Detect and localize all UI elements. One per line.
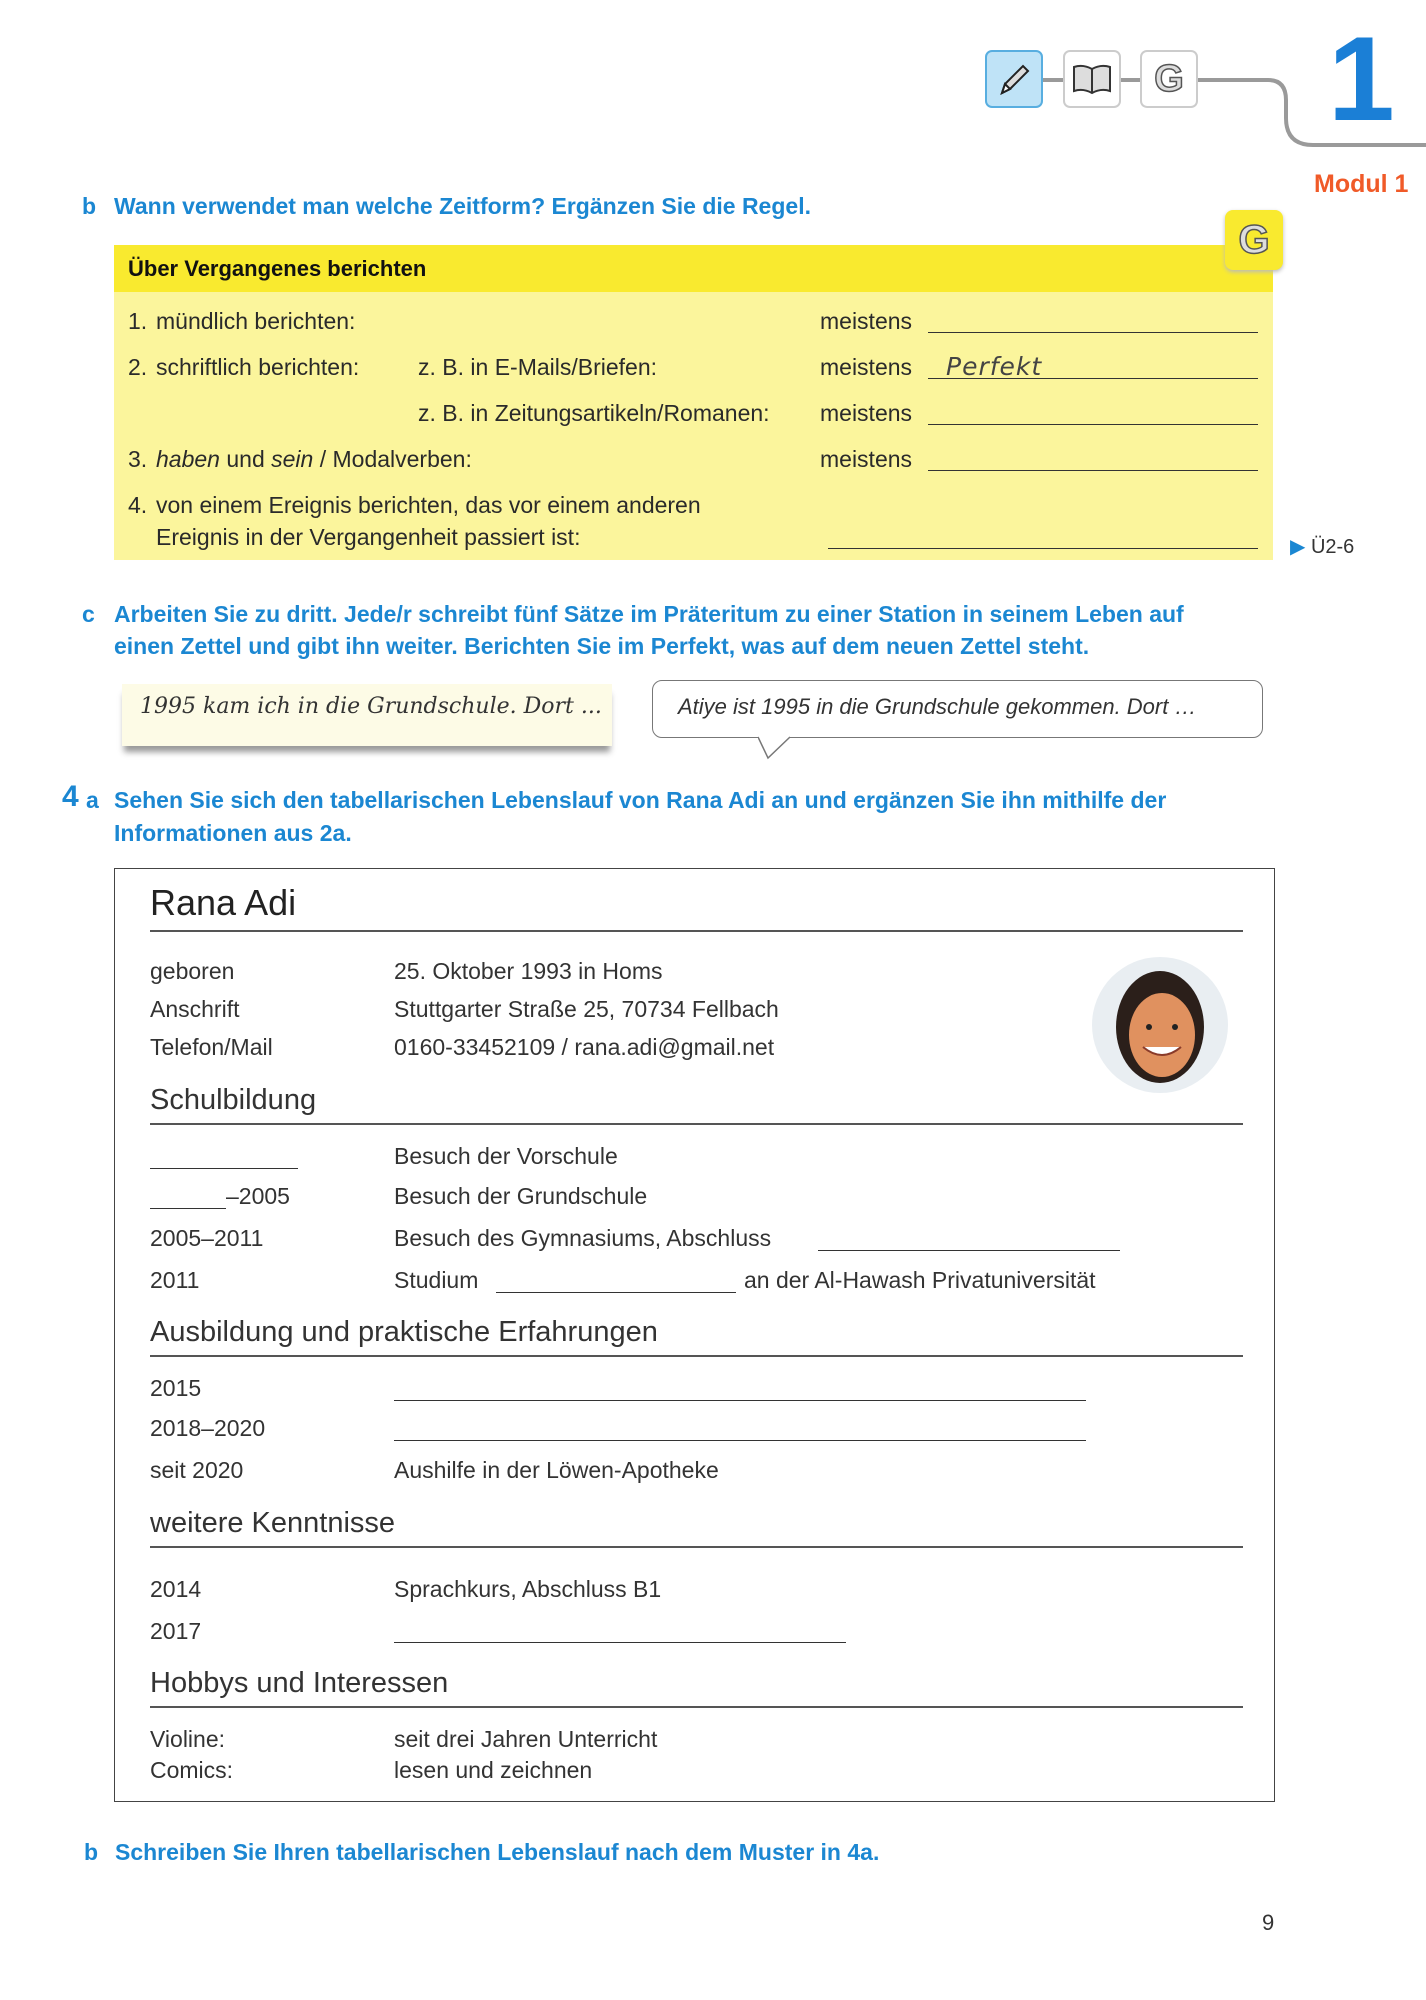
divider <box>150 1123 1243 1125</box>
rule-box-title: Über Vergangenes berichten <box>128 256 427 281</box>
italic-word: haben <box>156 446 220 472</box>
cv-label: 2015 <box>150 1375 202 1401</box>
cv-value: Sprachkurs, Abschluss B1 <box>394 1576 662 1602</box>
cv-value: 25. Oktober 1993 in Homs <box>394 958 663 984</box>
handwritten-answer: Perfekt <box>946 352 1043 381</box>
page-number: 9 <box>1262 1910 1275 1935</box>
text: und <box>219 446 272 472</box>
cv-label: 2005–2011 <box>150 1225 264 1251</box>
rule-prefix: meistens <box>820 400 913 426</box>
rule-number: 2. <box>128 354 148 380</box>
cv-value: lesen und zeichnen <box>394 1757 593 1783</box>
rule-prefix: meistens <box>820 308 913 334</box>
arrow-right-icon: ▶ <box>1290 536 1306 558</box>
divider <box>150 930 1243 932</box>
exercise-instruction: Informationen aus 2a. <box>114 820 352 846</box>
answer-blank[interactable] <box>928 470 1258 471</box>
grammar-g-icon: G <box>1140 50 1198 108</box>
rule-label: von einem Ereignis berichten, das vor einem anderen <box>156 492 701 518</box>
speech-bubble-tail <box>758 736 802 760</box>
rule-label <box>156 446 472 473</box>
cv-label: seit 2020 <box>150 1457 244 1483</box>
cv-label: –2005 <box>226 1183 290 1209</box>
workbook-reference[interactable] <box>1290 534 1354 559</box>
exercise-letter: c <box>82 601 95 627</box>
cv-label: 2014 <box>150 1576 202 1602</box>
rule-number: 4. <box>128 492 148 518</box>
section-title: Schulbildung <box>150 1084 317 1116</box>
connector <box>1043 78 1065 82</box>
rule-number: 1. <box>128 308 148 334</box>
text: / Modalverben: <box>313 446 472 472</box>
rule-label: mündlich berichten: <box>156 308 356 334</box>
divider <box>150 1546 1243 1548</box>
answer-blank[interactable] <box>828 548 1258 549</box>
cv-value: Besuch der Vorschule <box>394 1143 618 1169</box>
exercise-instruction: Schreiben Sie Ihren tabellarischen Lebenslauf nach dem Muster in 4a. <box>115 1839 880 1865</box>
cv-value: Aushilfe in der Löwen-Apotheke <box>394 1457 719 1483</box>
handwritten-note: 1995 kam ich in die Grundschule. Dort ... <box>140 694 602 719</box>
cv-value: Besuch des Gymnasiums, Abschluss <box>394 1225 772 1251</box>
section-title: Ausbildung und praktische Erfahrungen <box>150 1316 658 1348</box>
section-title: weitere Kenntnisse <box>150 1507 396 1539</box>
pencil-icon <box>985 50 1043 108</box>
cv-label: 2017 <box>150 1618 202 1644</box>
cv-value: 0160-33452109 / rana.adi@gmail.net <box>394 1034 775 1060</box>
answer-blank[interactable] <box>394 1642 846 1643</box>
rule-prefix: meistens <box>820 354 913 380</box>
answer-blank[interactable] <box>928 424 1258 425</box>
cv-label: Anschrift <box>150 996 240 1022</box>
cv-value: Besuch der Grundschule <box>394 1183 648 1209</box>
exercise-instruction: Arbeiten Sie zu dritt. Jede/r schreibt fünf Sätze im Präteritum zu einer Station in seinem Leben auf <box>114 601 1184 627</box>
answer-blank[interactable] <box>150 1208 226 1209</box>
cv-label: Comics: <box>150 1757 234 1783</box>
cv-label: 2011 <box>150 1267 200 1293</box>
cv-name: Rana Adi <box>150 882 297 923</box>
exercise-letter: b <box>82 193 97 219</box>
answer-blank[interactable] <box>818 1250 1120 1251</box>
speech-bubble-text: Atiye ist 1995 in die Grundschule gekommen. Dort … <box>678 694 1197 719</box>
cv-value: Studium <box>394 1267 479 1293</box>
exercise-letter: a <box>86 787 99 813</box>
cv-label: 2018–2020 <box>150 1415 266 1441</box>
cv-label: geboren <box>150 958 235 984</box>
answer-blank[interactable] <box>394 1440 1086 1441</box>
answer-blank[interactable] <box>394 1400 1086 1401</box>
italic-word: sein <box>271 446 314 472</box>
exercise-instruction: einen Zettel und gibt ihn weiter. Berichten Sie im Perfekt, was auf dem neuen Zettel steht. <box>114 633 1090 659</box>
rule-prefix: meistens <box>820 446 913 472</box>
module-label: Modul 1 <box>1314 170 1409 198</box>
exercise-instruction: Sehen Sie sich den tabellarischen Lebenslauf von Rana Adi an und ergänzen Sie ihn mithilfe der <box>114 787 1167 813</box>
divider <box>150 1355 1243 1357</box>
exercise-instruction: Wann verwendet man welche Zeitform? Ergänzen Sie die Regel. <box>114 193 811 219</box>
cv-value: Stuttgarter Straße 25, 70734 Fellbach <box>394 996 779 1022</box>
rule-example: z. B. in Zeitungsartikeln/Romanen: <box>418 400 770 426</box>
chapter-number: 1 <box>1328 12 1395 146</box>
cv-value: seit drei Jahren Unterricht <box>394 1726 658 1752</box>
rule-example: z. B. in E-Mails/Briefen: <box>418 354 658 380</box>
exercise-letter: b <box>84 1839 99 1865</box>
cv-label: Violine: <box>150 1726 226 1752</box>
grammar-badge-icon: G <box>1225 210 1283 270</box>
answer-blank[interactable] <box>150 1168 298 1169</box>
book-icon <box>1063 50 1121 108</box>
answer-blank[interactable] <box>928 332 1258 333</box>
rule-number: 3. <box>128 446 148 472</box>
profile-photo <box>1085 955 1235 1095</box>
rule-label: Ereignis in der Vergangenheit passiert ist: <box>156 524 581 550</box>
answer-blank[interactable] <box>496 1292 736 1293</box>
divider <box>150 1706 1243 1708</box>
cv-value: an der Al-Hawash Privatuniversität <box>744 1267 1096 1293</box>
reference-text: Ü2-6 <box>1310 536 1355 558</box>
cv-label: Telefon/Mail <box>150 1034 273 1060</box>
section-title: Hobbys und Interessen <box>150 1667 449 1699</box>
exercise-number: 4 <box>62 780 79 813</box>
rule-label: schriftlich berichten: <box>156 354 360 380</box>
